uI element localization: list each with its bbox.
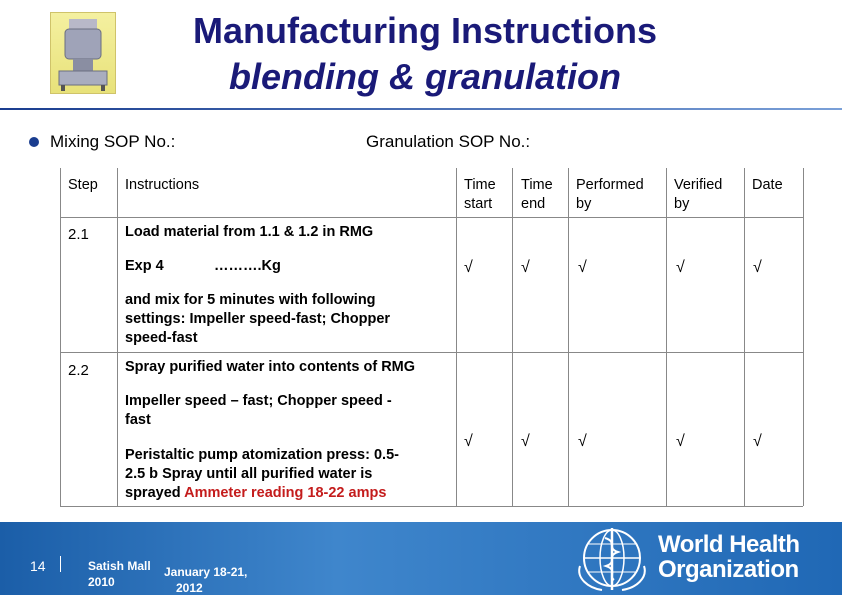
check-mark-icon: √ [464, 259, 473, 276]
instruction-line: settings: Impeller speed-fast; Chopper [125, 311, 391, 327]
instruction-line: Exp 4 [125, 258, 164, 274]
instruction-line: speed-fast [125, 330, 198, 346]
check-mark-icon: √ [676, 259, 685, 276]
who-org-line1: World Health [658, 531, 800, 558]
table-col-border [60, 168, 61, 506]
header-instructions: Instructions [125, 177, 200, 193]
footer-author-year: 2010 [88, 575, 115, 589]
instruction-line: fast [125, 412, 151, 428]
check-mark-icon: √ [578, 259, 587, 276]
header-verified-by: Verified by [674, 177, 723, 212]
header-divider [0, 108, 842, 110]
check-mark-icon: √ [753, 259, 762, 276]
instruction-line: Load material from 1.1 & 1.2 in RMG [125, 224, 374, 240]
header-date: Date [752, 177, 783, 193]
mixing-sop-label: Mixing SOP No.: [50, 132, 176, 151]
table-col-border [666, 168, 667, 506]
header-step: Step [68, 177, 98, 193]
table-col-border [568, 168, 569, 506]
machine-logo-image [50, 12, 116, 94]
check-mark-icon: √ [464, 433, 473, 450]
table-col-border [117, 168, 118, 506]
check-mark-icon: √ [521, 433, 530, 450]
instruction-line: ……….Kg [214, 258, 281, 274]
page-title: Manufacturing Instructions [192, 10, 657, 51]
row-step: 2.1 [68, 226, 89, 243]
table-bottom-border [60, 506, 803, 507]
ammeter-highlight: Ammeter reading 18-22 amps [184, 485, 387, 501]
table-col-border [456, 168, 457, 506]
check-mark-icon: √ [676, 433, 685, 450]
instruction-line: Spray purified water into contents of RMG [125, 359, 416, 375]
granulation-sop-label: Granulation SOP No.: [366, 132, 531, 151]
header-time-start: Time start [464, 177, 496, 212]
table-col-border [744, 168, 745, 506]
page-subtitle: blending & granulation [229, 56, 621, 97]
table-row-divider [60, 352, 803, 353]
footer-author: Satish Mall [88, 559, 151, 573]
row-step: 2.2 [68, 362, 89, 379]
page-number: 14 [30, 558, 46, 574]
check-mark-icon: √ [521, 259, 530, 276]
header-time-end: Time end [521, 177, 553, 212]
who-org-line2: Organization [658, 556, 799, 583]
footer-date-year: 2012 [176, 581, 203, 595]
instruction-line: 2.5 b Spray until all purified water is [125, 466, 373, 482]
instruction-line: Peristaltic pump atomization press: 0.5- [125, 447, 399, 463]
table-col-border [803, 168, 804, 506]
check-mark-icon: √ [753, 433, 762, 450]
table-header-divider [60, 217, 803, 218]
check-mark-icon: √ [578, 433, 587, 450]
footer-date: January 18-21, [164, 565, 248, 579]
page-number-divider [60, 556, 61, 572]
header-performed-by: Performed by [576, 177, 644, 212]
instruction-line: Impeller speed – fast; Chopper speed - [125, 393, 392, 409]
instruction-line: sprayed Ammeter reading 18-22 amps [125, 485, 387, 501]
table-col-border [512, 168, 513, 506]
bullet-icon [29, 137, 39, 147]
who-emblem-icon [572, 522, 652, 600]
instruction-line: and mix for 5 minutes with following [125, 292, 376, 308]
